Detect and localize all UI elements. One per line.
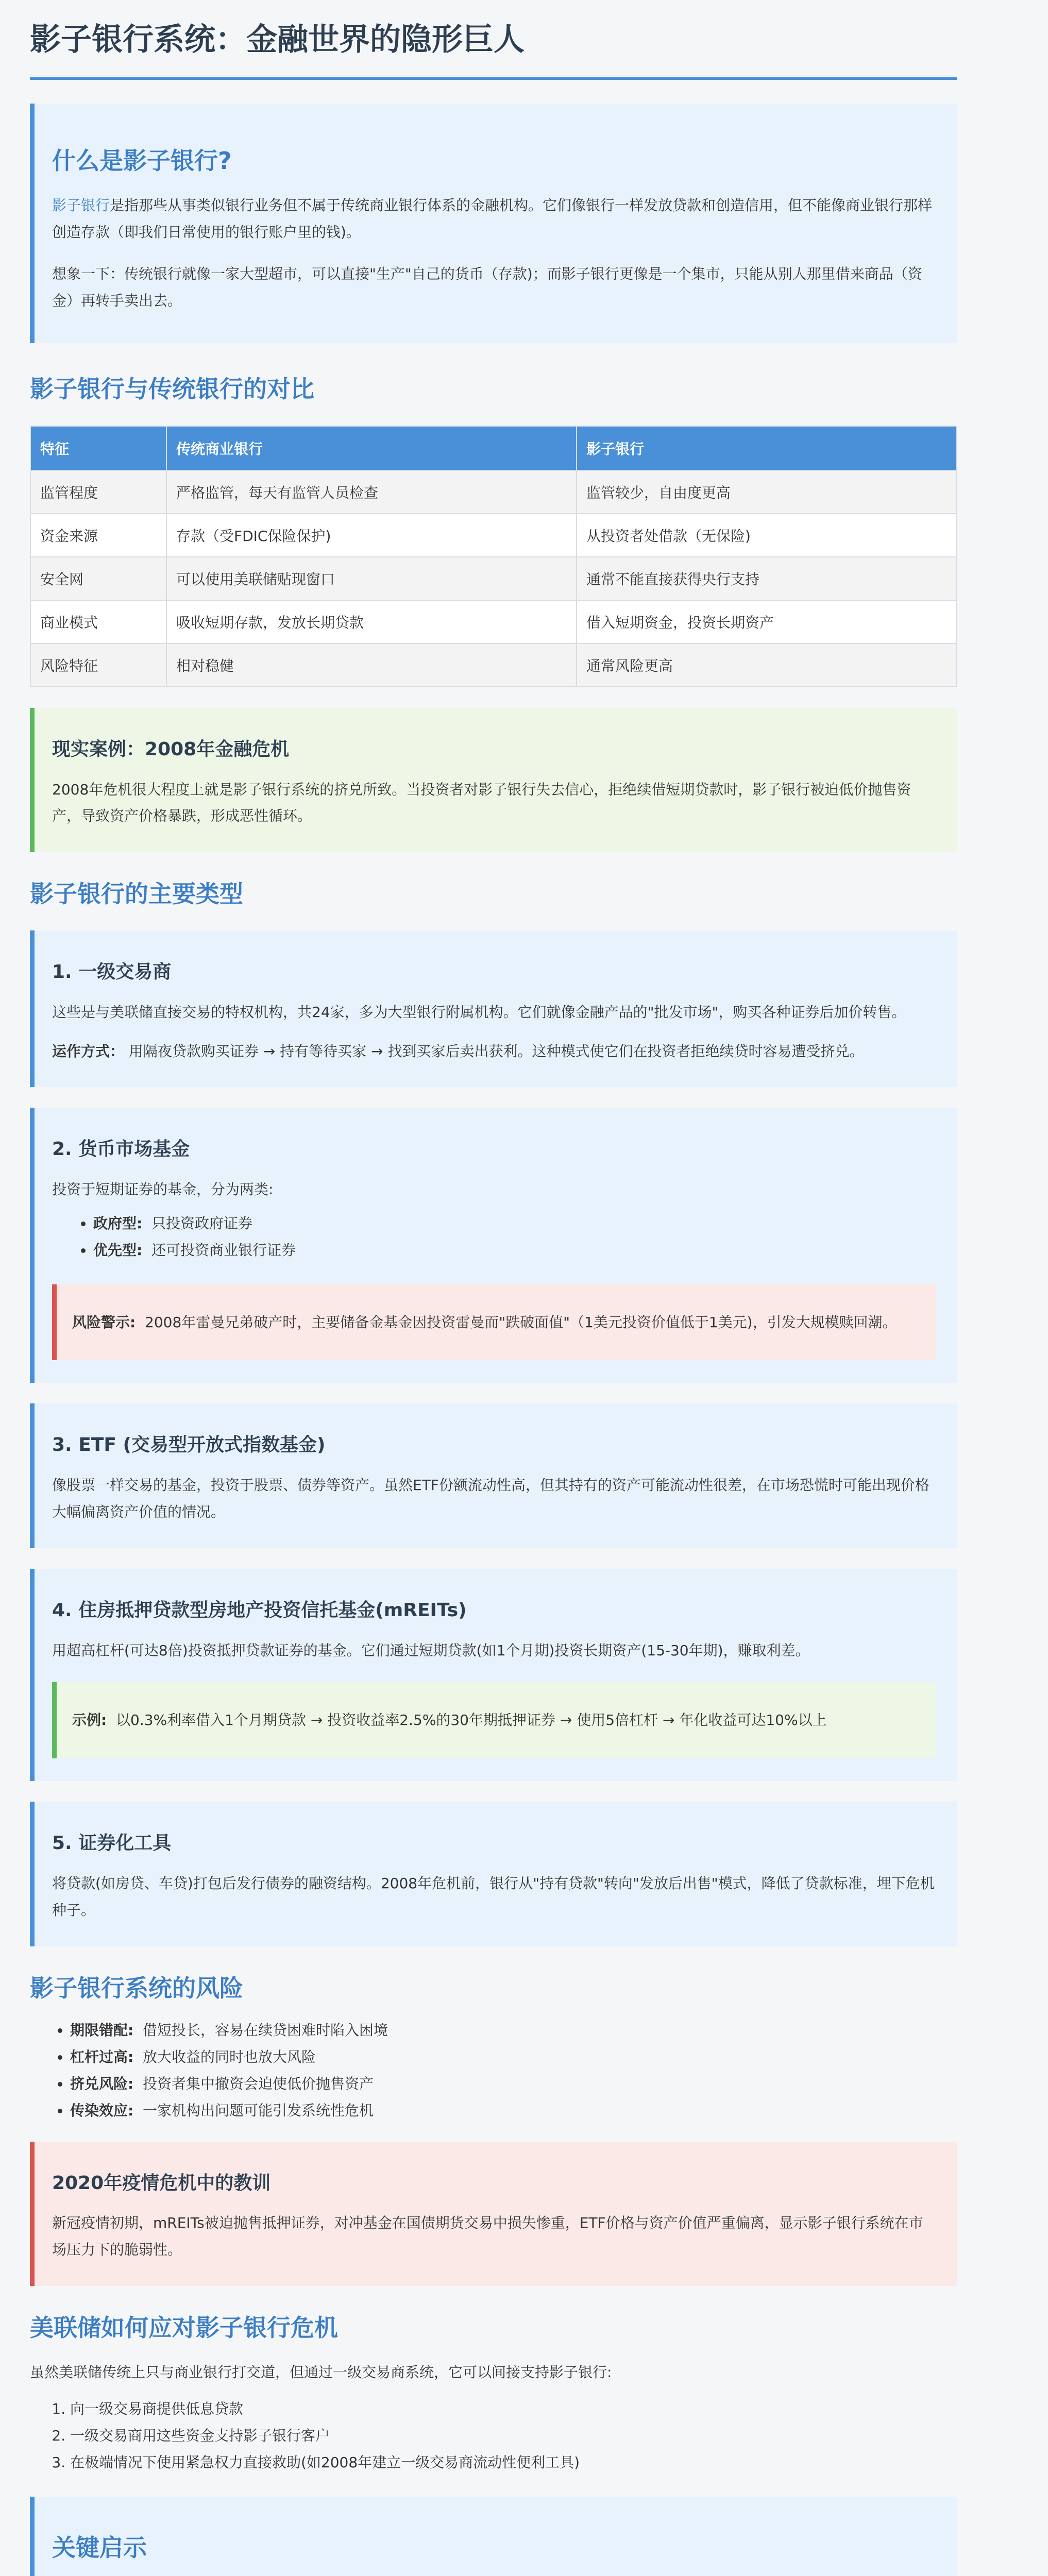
operation-label: 运作方式： <box>52 1042 125 1060</box>
table-row <box>30 470 957 514</box>
type-3-title: 3. ETF (交易型开放式指数基金) <box>52 1434 326 1456</box>
table-row <box>30 557 957 600</box>
table-header-cell: 特征 <box>30 426 166 470</box>
table-row <box>30 643 957 687</box>
table-header-cell: 传统商业银行 <box>166 426 577 470</box>
intro-p1-text: 是指那些从事类似银行业务但不属于传统商业银行体系的金融机构。它们像银行一样发放贷款和创造信用，但不能像商业银行那样创造存款（即我们日常使用的银行账户里的钱)。 <box>52 196 933 241</box>
table-header-cell: 影子银行 <box>577 426 957 470</box>
fed-heading: 美联储如何应对影子银行危机 <box>30 2313 338 2342</box>
case-2008-callout <box>30 708 957 852</box>
type-3-card <box>30 1403 957 1548</box>
table-cell: 可以使用美联储贴现窗口 <box>166 557 577 600</box>
table-row <box>30 514 957 557</box>
covid-callout <box>30 2142 957 2286</box>
table-cell: 通常不能直接获得央行支持 <box>577 557 957 600</box>
table-cell: 借入短期资金，投资长期资产 <box>577 600 957 643</box>
example-text: 示例: 以0.3%利率借入1个月期贷款 → 投资收益率2.5%的30年期抵押证券 → 使用5倍杠杆 → 年化收益可达10%以上 <box>72 1711 827 1729</box>
list-item: • 挤兑风险: 投资者集中撤资会迫使低价抛售资产 <box>70 2071 957 2097</box>
type-3-desc: 像股票一样交易的基金，投资于股票、债券等资产。虽然ETF份额流动性高，但其持有的资产可能流动性很差，在市场恐慌时可能出现价格大幅偏离资产价值的情况。 <box>52 1477 929 1520</box>
list-item: 2. 一级交易商用这些资金支持影子银行客户 <box>70 2422 957 2449</box>
intro-callout <box>30 104 957 343</box>
takeaway-callout <box>30 2497 957 2576</box>
type-4-desc: 用超高杠杆(可达8倍)投资抵押贷款证券的基金。它们通过短期贷款(如1个月期)投资长期资产(15-30年期)，赚取利差。 <box>52 1641 810 1659</box>
type-1-operation <box>52 1038 936 1065</box>
table-cell: 监管较少，自由度更高 <box>577 470 957 514</box>
intro-paragraph-1 <box>52 192 936 246</box>
risk-warning-label: 风险警示: <box>72 1313 136 1331</box>
list-item: • 传染效应: 一家机构出问题可能引发系统性危机 <box>70 2097 957 2124</box>
article <box>30 0 957 2576</box>
table-cell: 通常风险更高 <box>577 643 957 687</box>
covid-heading: 2020年疫情危机中的教训 <box>52 2172 271 2194</box>
list-item: • 杠杆过高: 放大收益的同时也放大风险 <box>70 2044 957 2071</box>
intro-heading: 什么是影子银行? <box>52 147 232 175</box>
risk-warning-text: 风险警示: 2008年雷曼兄弟破产时，主要储备金基金因投资雷曼而"跌破面值"（1美元投资价值低于1美元)，引发大规模赎回潮。 <box>72 1313 897 1331</box>
term-link[interactable]: 影子银行 <box>52 196 110 214</box>
table-header-row <box>30 426 957 470</box>
type-1-title: 1. 一级交易商 <box>52 961 172 982</box>
page-title: 影子银行系统：金融世界的隐形巨人 <box>30 20 957 80</box>
risks-heading: 影子银行系统的风险 <box>30 1974 243 2002</box>
type-5-desc: 将贷款(如房贷、车贷)打包后发行债券的融资结构。2008年危机前，银行从"持有贷款"转向"发放后出售"模式，降低了贷款标准，埋下危机种子。 <box>52 1874 935 1919</box>
type-1-card <box>30 930 957 1087</box>
example-box <box>52 1682 936 1758</box>
type-2-card <box>30 1108 957 1383</box>
list-item: 3. 在极端情况下使用紧急权力直接救助(如2008年建立一级交易商流动性便利工具) <box>70 2449 957 2476</box>
type-1-desc: 这些是与美联储直接交易的特权机构，共24家，多为大型银行附属机构。它们就像金融产品的"批发市场"，购买各种证券后加价转售。 <box>52 1003 906 1021</box>
fed-list <box>30 2396 957 2476</box>
table-cell: 吸收短期存款，发放长期贷款 <box>166 600 577 643</box>
list-item: • 政府型: 只投资政府证券 <box>93 1210 936 1237</box>
list-item: • 优先型: 还可投资商业银行证券 <box>93 1237 936 1264</box>
example-label: 示例: <box>72 1711 107 1729</box>
comparison-heading: 影子银行与传统银行的对比 <box>30 375 314 403</box>
case-2008-heading: 现实案例：2008年金融危机 <box>52 738 290 760</box>
covid-text: 新冠疫情初期，mREITs被迫抛售抵押证券，对冲基金在国债期货交易中损失惨重，ETF价格与资产价值严重偏离，显示影子银行系统在市场压力下的脆弱性。 <box>52 2214 923 2259</box>
table-cell: 相对稳健 <box>166 643 577 687</box>
table-cell: 严格监管，每天有监管人员检查 <box>166 470 577 514</box>
comparison-table <box>30 426 957 687</box>
type-4-card <box>30 1569 957 1781</box>
operation-text: 用隔夜贷款购买证券 → 持有等待买家 → 找到买家后卖出获利。这种模式使它们在投资者拒绝续贷时容易遭受挤兑。 <box>128 1042 864 1060</box>
risks-list <box>30 2017 957 2124</box>
type-5-card <box>30 1802 957 1946</box>
table-cell: 安全网 <box>30 557 166 600</box>
types-heading: 影子银行的主要类型 <box>30 880 243 908</box>
table-cell: 风险特征 <box>30 643 166 687</box>
intro-paragraph-2: 想象一下：传统银行就像一家大型超市，可以直接"生产"自己的货币（存款)；而影子银行更像是一个集市，只能从别人那里借来商品（资金）再转手卖出去。 <box>52 265 922 310</box>
type-4-title: 4. 住房抵押贷款型房地产投资信托基金(mREITs) <box>52 1599 467 1621</box>
risk-warning-box <box>52 1284 936 1361</box>
list-item: 1. 向一级交易商提供低息贷款 <box>70 2396 957 2422</box>
case-2008-text: 2008年危机很大程度上就是影子银行系统的挤兑所致。当投资者对影子银行失去信心，拒绝续借短期贷款时，影子银行被迫低价抛售资产，导致资产价格暴跌，形成恶性循环。 <box>52 781 911 825</box>
type-2-desc: 投资于短期证券的基金，分为两类: <box>52 1181 274 1198</box>
list-item: • 期限错配: 借短投长，容易在续贷困难时陷入困境 <box>70 2017 957 2044</box>
table-cell: 监管程度 <box>30 470 166 514</box>
table-row <box>30 600 957 643</box>
table-cell: 资金来源 <box>30 514 166 557</box>
table-cell: 商业模式 <box>30 600 166 643</box>
table-cell: 从投资者处借款（无保险) <box>577 514 957 557</box>
type-2-title: 2. 货币市场基金 <box>52 1139 190 1160</box>
table-cell: 存款（受FDIC保险保护) <box>166 514 577 557</box>
fed-intro: 虽然美联储传统上只与商业银行打交道，但通过一级交易商系统，它可以间接支持影子银行: <box>30 2363 612 2381</box>
takeaway-heading: 关键启示 <box>52 2533 147 2562</box>
type-5-title: 5. 证券化工具 <box>52 1833 172 1854</box>
type-2-list <box>52 1210 936 1264</box>
